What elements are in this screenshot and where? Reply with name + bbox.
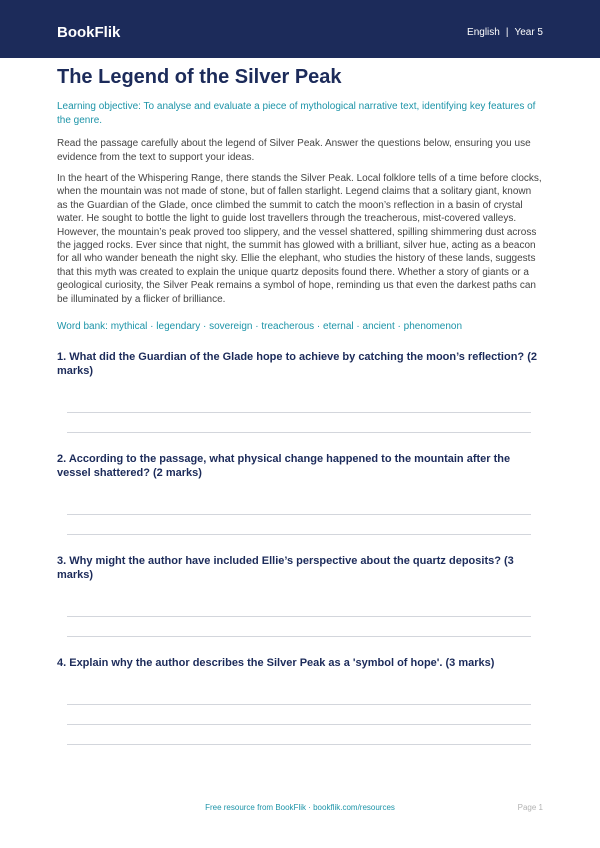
brand-logo[interactable]: BookFlik (57, 24, 121, 41)
answer-line[interactable] (67, 724, 531, 725)
answer-line[interactable] (67, 704, 531, 705)
year-label: Year 5 (514, 27, 543, 38)
page-title: The Legend of the Silver Peak (57, 66, 342, 88)
question-3: 3. Why might the author have included Ellie’s perspective about the quartz deposits? (3 marks) (57, 555, 514, 581)
answer-line[interactable] (67, 412, 531, 413)
instructions: Read the passage carefully about the legend of Silver Peak. Answer the questions below, ensuring you use evidence from the text to support your ideas. (57, 138, 531, 163)
page-number: Page 1 (517, 803, 543, 812)
answer-line[interactable] (67, 432, 531, 433)
answer-line[interactable] (67, 744, 531, 745)
answer-line[interactable] (67, 636, 531, 637)
answer-line[interactable] (67, 534, 531, 535)
question-1: 1. What did the Guardian of the Glade hope to achieve by catching the moon’s reflection? (2 marks) (57, 351, 537, 377)
answer-line[interactable] (67, 514, 531, 515)
page-header (0, 0, 600, 58)
subject-year-label (467, 27, 543, 39)
reading-passage: In the heart of the Whispering Range, there stands the Silver Peak. Local folklore tells of a time before clocks, when the mountain was not made of stone, but of fallen starlight. Legend claims that a solitary giant, known as the Guardian of the Glade, once climbed the summit to catch the moon’s reflection in a basin of crystal water. He sought to bottle the light to guide lost travellers through the treacherous, mist-covered valleys. However, the mountain’s peak proved too slippery, and the vessel shattered, spilling shimmering dust across the jagged rocks. Ever since that night, the summit has glowed with a brilliant, silver hue, acting as a beacon for all who wander beneath the night sky. Ellie the elephant, who studies the history of these lands, suggests that this myth was created to explain the unique quartz deposits found there. Whether a story of giants or a geological curiosity, the Silver Peak remains a symbol of hope, reminding us that even the darkest paths can be illuminated by a flicker of brilliance. (57, 173, 542, 305)
answer-line[interactable] (67, 616, 531, 617)
question-4: 4. Explain why the author describes the Silver Peak as a 'symbol of hope'. (3 marks) (57, 657, 495, 669)
separator: | (505, 27, 509, 38)
learning-objective: Learning objective: To analyse and evaluate a piece of mythological narrative text, identifying key features of the genre. (57, 101, 536, 126)
footer-credit[interactable]: Free resource from BookFlik · bookflik.com/resources (205, 803, 395, 812)
question-2: 2. According to the passage, what physical change happened to the mountain after the vessel shattered? (2 marks) (57, 453, 511, 479)
subject-label: English (467, 27, 500, 38)
word-bank: Word bank: mythical · legendary · sovereign · treacherous · eternal · ancient · phenomenon (57, 321, 463, 332)
